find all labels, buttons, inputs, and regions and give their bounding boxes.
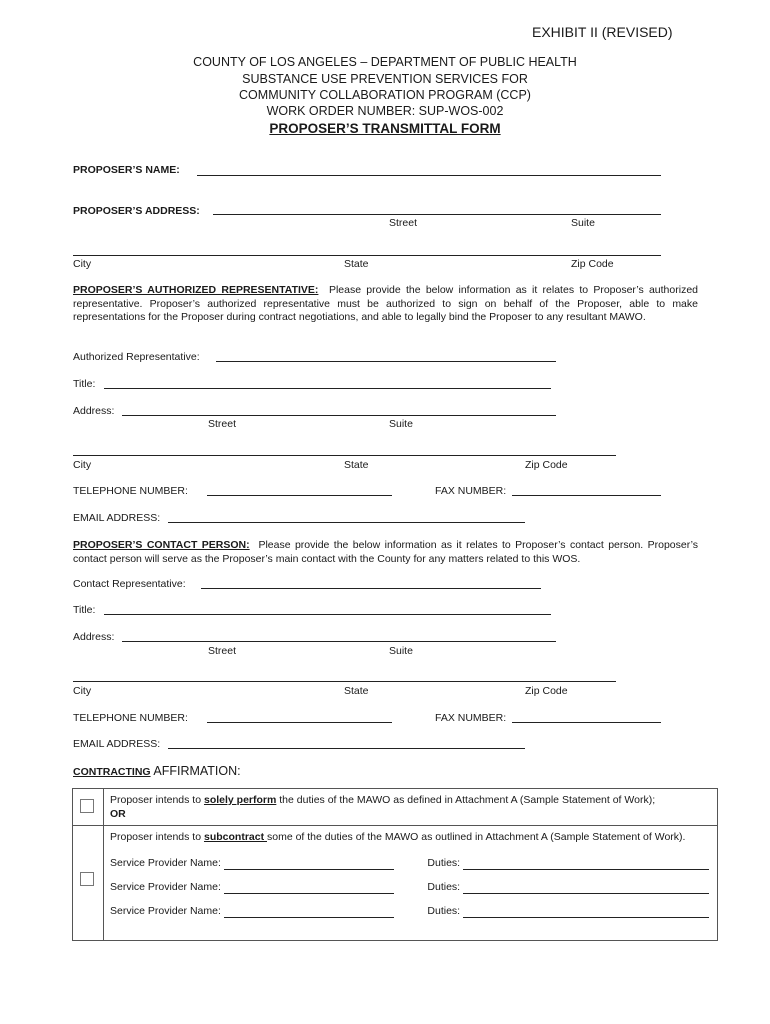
checkbox-cell-subcontract: [73, 826, 104, 941]
contact-address-field[interactable]: [122, 641, 556, 642]
auth-rep-address-label: Address:: [73, 405, 115, 417]
auth-rep-email-label: EMAIL ADDRESS:: [73, 512, 161, 524]
auth-rep-city-label: City: [73, 459, 92, 471]
exhibit-label: EXHIBIT II (REVISED): [532, 24, 673, 40]
duties-field-2[interactable]: [463, 882, 709, 894]
contact-phone-field[interactable]: [207, 722, 392, 723]
proposer-zip-label: Zip Code: [571, 258, 614, 270]
provider-name-field-1[interactable]: [224, 858, 394, 870]
contact-heading: PROPOSER’S CONTACT PERSON:: [73, 539, 250, 551]
contact-phone-label: TELEPHONE NUMBER:: [73, 712, 188, 724]
opt2-post: some of the duties of the MAWO as outlined in Attachment A (Sample Statement of Work).: [267, 831, 686, 843]
proposer-suite-label: Suite: [571, 217, 595, 229]
affirmation-heading-rest: AFFIRMATION:: [150, 764, 241, 778]
duties-label-2: Duties:: [427, 881, 461, 893]
auth-rep-zip-label: Zip Code: [525, 459, 568, 471]
provider-label-3: Service Provider Name:: [110, 905, 221, 917]
opt1-key: solely perform: [203, 794, 277, 806]
proposer-name-field[interactable]: [197, 175, 661, 176]
header-line-4: WORK ORDER NUMBER: SUP-WOS-002: [266, 104, 504, 118]
duties-label-1: Duties:: [427, 857, 461, 869]
contact-state-label: State: [344, 685, 369, 697]
auth-rep-title-field[interactable]: [104, 388, 551, 389]
duties-field-3[interactable]: [463, 906, 709, 918]
proposer-street-label: Street: [389, 217, 418, 229]
contact-zip-label: Zip Code: [525, 685, 568, 697]
auth-rep-heading: PROPOSER’S AUTHORIZED REPRESENTATIVE:: [73, 284, 319, 296]
opt1-post: the duties of the MAWO as defined in Attachment A (Sample Statement of Work);: [276, 794, 656, 806]
auth-rep-city-field[interactable]: [73, 455, 616, 456]
contact-rep-label: Contact Representative:: [73, 578, 186, 590]
contact-suite-label: Suite: [389, 645, 413, 657]
service-provider-row-3: [110, 904, 711, 918]
affirmation-heading: [73, 764, 241, 778]
header-line-2: SUBSTANCE USE PREVENTION SERVICES FOR: [242, 72, 528, 86]
auth-rep-address-field[interactable]: [122, 415, 556, 416]
provider-label-2: Service Provider Name:: [110, 881, 221, 893]
subcontract-description: [110, 830, 711, 844]
contact-fax-field[interactable]: [512, 722, 661, 723]
affirmation-row-solely-perform: [73, 789, 718, 826]
contact-street-label: Street: [208, 645, 237, 657]
service-provider-row-2: [110, 880, 711, 894]
affirmation-heading-bold: CONTRACTING: [73, 766, 151, 778]
subcontract-text: [104, 826, 718, 941]
auth-rep-name-field[interactable]: [216, 361, 556, 362]
auth-rep-fax-label: FAX NUMBER:: [435, 485, 507, 497]
proposer-address-label: PROPOSER’S ADDRESS:: [73, 205, 200, 217]
contact-fax-label: FAX NUMBER:: [435, 712, 507, 724]
solely-perform-checkbox[interactable]: [80, 799, 94, 813]
duties-field-1[interactable]: [463, 858, 709, 870]
contact-email-field[interactable]: [168, 748, 525, 749]
contact-rep-field[interactable]: [201, 588, 541, 589]
auth-rep-state-label: State: [344, 459, 369, 471]
auth-rep-name-label: Authorized Representative:: [73, 351, 200, 363]
opt1-pre: Proposer intends to: [110, 794, 204, 806]
opt2-pre: Proposer intends to: [110, 831, 204, 843]
service-provider-row-1: [110, 856, 711, 870]
contact-title-label: Title:: [73, 604, 96, 616]
contact-city-field[interactable]: [73, 681, 616, 682]
auth-rep-phone-field[interactable]: [207, 495, 392, 496]
checkbox-cell-solely: [73, 789, 104, 826]
proposer-city-field[interactable]: [73, 255, 661, 256]
affirmation-table: [72, 788, 718, 941]
header-line-3: COMMUNITY COLLABORATION PROGRAM (CCP): [239, 88, 531, 102]
contact-city-label: City: [73, 685, 92, 697]
proposer-state-label: State: [344, 258, 369, 270]
auth-rep-text: Please provide the below information as it relates to Proposer’s authorized representative. Proposer’s authorized representative must be authorized to sign on behalf of the Proposer, able to make representations for the Proposer during contract negotiations, and able to legally bind the Proposer to any resultant MAWO.: [73, 284, 698, 323]
proposer-name-label: PROPOSER’S NAME:: [73, 164, 180, 176]
contact-title-field[interactable]: [104, 614, 551, 615]
auth-rep-email-field[interactable]: [168, 522, 525, 523]
auth-rep-title-label: Title:: [73, 378, 96, 390]
contact-text: Please provide the below information as it relates to Proposer’s contact person. Proposer’s contact person will serve as the Proposer’s main contact with the County for any matters related to this WOS.: [73, 539, 698, 565]
auth-rep-suite-label: Suite: [389, 418, 413, 430]
auth-rep-fax-field[interactable]: [512, 495, 661, 496]
header-line-1: COUNTY OF LOS ANGELES – DEPARTMENT OF PUBLIC HEALTH: [193, 55, 577, 69]
duties-label-3: Duties:: [427, 905, 461, 917]
solely-perform-text: [104, 789, 718, 826]
provider-label-1: Service Provider Name:: [110, 857, 221, 869]
subcontract-checkbox[interactable]: [80, 872, 94, 886]
auth-rep-street-label: Street: [208, 418, 237, 430]
provider-name-field-3[interactable]: [224, 906, 394, 918]
proposer-city-label: City: [73, 258, 92, 270]
affirmation-row-subcontract: [73, 826, 718, 941]
contact-paragraph: [73, 539, 698, 566]
opt1-or: OR: [110, 808, 126, 820]
auth-rep-paragraph: [73, 284, 698, 325]
form-title: PROPOSER’S TRANSMITTAL FORM: [269, 121, 501, 136]
auth-rep-phone-label: TELEPHONE NUMBER:: [73, 485, 188, 497]
opt2-key: subcontract: [203, 831, 267, 843]
contact-email-label: EMAIL ADDRESS:: [73, 738, 161, 750]
contact-address-label: Address:: [73, 631, 115, 643]
proposer-address-field[interactable]: [213, 214, 661, 215]
provider-name-field-2[interactable]: [224, 882, 394, 894]
